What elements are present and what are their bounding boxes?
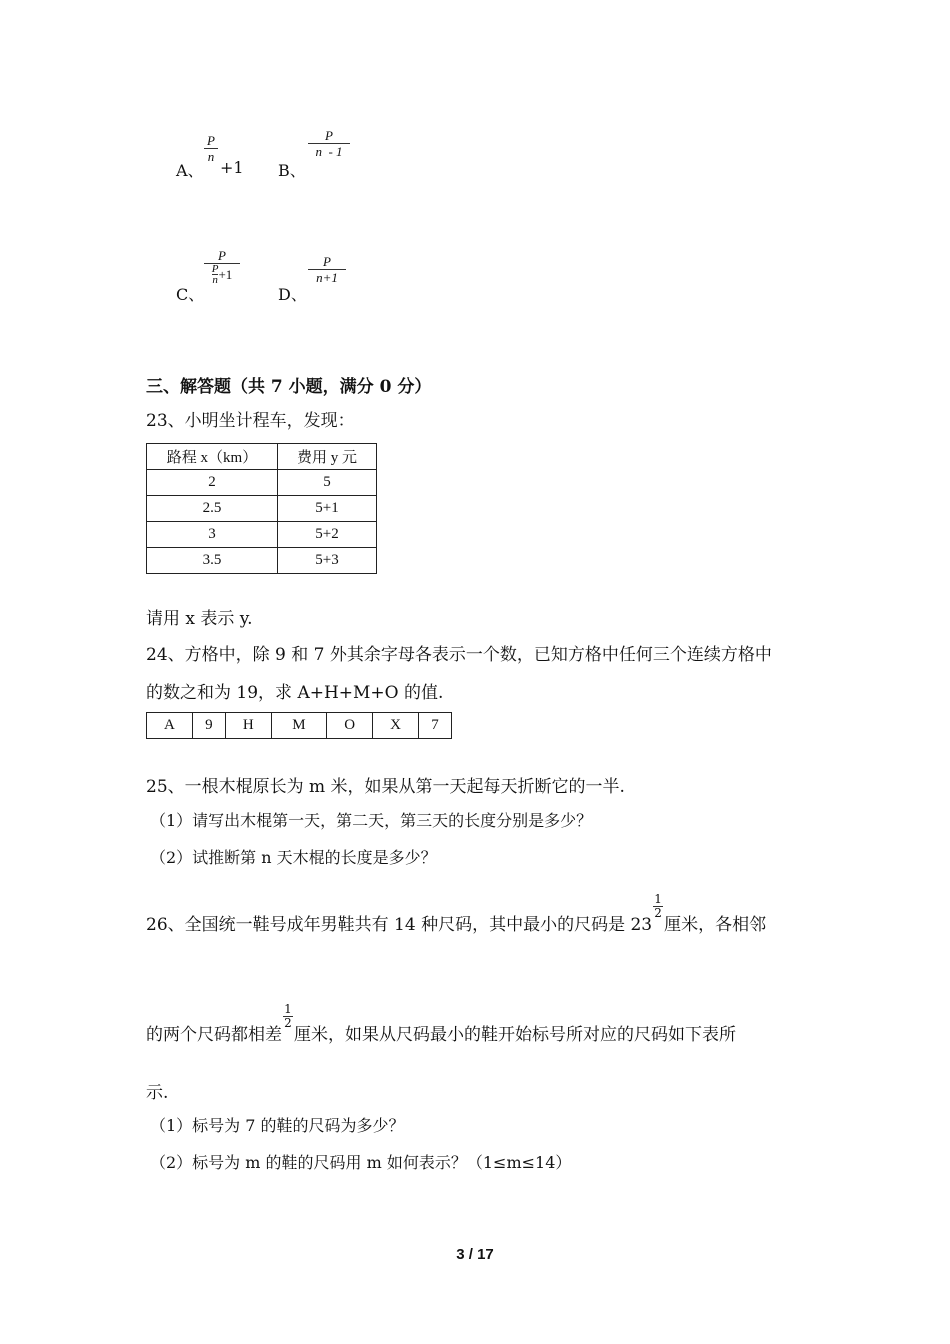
choice-a — [176, 130, 256, 180]
fraction-numerator: 1 — [284, 1002, 292, 1016]
choice-d-label: D、 — [278, 285, 307, 304]
choice-a-label: A、 — [176, 161, 204, 180]
q26-line1 — [146, 892, 767, 935]
choice-b-numerator: P — [325, 128, 333, 143]
table-header-row — [147, 444, 377, 470]
choice-c-denominator — [204, 264, 240, 285]
choice-b-denominator: n - 1 — [315, 144, 343, 159]
table-cell: 5+1 — [278, 496, 377, 522]
q26-fraction-half-2 — [282, 1002, 294, 1040]
q24-line1: 24、方格中，除 9 和 7 外其余字母各表示一个数，已知方格中任何三个连续方格中 — [146, 645, 772, 665]
table-header-distance: 路程 x（km） — [147, 444, 278, 470]
grid-cell: 9 — [192, 713, 225, 739]
table-cell: 3 — [147, 522, 278, 548]
fraction-denominator: 2 — [654, 906, 662, 920]
table-cell: 2.5 — [147, 496, 278, 522]
fraction-denominator: 2 — [284, 1016, 292, 1030]
page-number: 3 / 17 — [456, 1246, 494, 1263]
q25-text: 25、一根木棍原长为 m 米，如果从第一天起每天折断它的一半. — [146, 777, 625, 797]
choice-a-fraction — [204, 133, 218, 164]
choice-d-fraction — [308, 254, 346, 285]
grid-cell: O — [327, 713, 373, 739]
q26-sub1: （1）标号为 7 的鞋的尺码为多少？ — [150, 1116, 405, 1135]
table-row — [147, 522, 377, 548]
choice-c-label: C、 — [176, 285, 205, 304]
table-cell: 2 — [147, 470, 278, 496]
table-cell: 5+2 — [278, 522, 377, 548]
choice-b-fraction — [308, 128, 350, 159]
q26-line2-start: 的两个尺码都相差 — [146, 1025, 282, 1045]
choice-c — [176, 246, 256, 306]
table-row — [147, 496, 377, 522]
choice-d-denominator: n+1 — [316, 270, 338, 285]
choice-a-numerator: P — [207, 133, 215, 148]
choice-b-label: B、 — [278, 161, 306, 180]
q24-line2: 的数之和为 19，求 A+H+M+O 的值. — [146, 683, 444, 703]
choice-c-fraction — [204, 248, 240, 285]
fraction-numerator: 1 — [654, 892, 662, 906]
table-cell: 5+3 — [278, 548, 377, 574]
grid-cell: 7 — [418, 713, 451, 739]
q23-text: 23、小明坐计程车，发现： — [146, 411, 355, 431]
choice-d — [278, 250, 368, 306]
grid-row — [147, 713, 452, 739]
table-cell: 3.5 — [147, 548, 278, 574]
choice-a-suffix: +1 — [220, 158, 244, 177]
table-header-fee: 费用 y 元 — [278, 444, 377, 470]
q26-line3: 示. — [146, 1083, 169, 1103]
grid-cell: H — [225, 713, 271, 739]
q26-sub2: （2）标号为 m 的鞋的尺码用 m 如何表示？（1≤m≤14） — [150, 1153, 572, 1172]
q26-line2 — [146, 1002, 736, 1045]
q25-sub2: （2）试推断第 n 天木棍的长度是多少？ — [150, 848, 437, 867]
choice-b — [278, 126, 368, 180]
choice-c-den-suffix: +1 — [218, 267, 233, 282]
q26-line1-end: 厘米，各相邻 — [664, 915, 767, 935]
q23-ask: 请用 x 表示 y. — [146, 609, 253, 629]
choice-c-inner-numerator: P — [211, 263, 219, 275]
grid-cell: X — [373, 713, 419, 739]
grid-cell: A — [147, 713, 193, 739]
q25-sub1: （1）请写出木棍第一天，第二天，第三天的长度分别是多少？ — [150, 811, 593, 830]
choice-c-inner-denominator: n — [212, 274, 218, 286]
q26-line2-end: 厘米，如果从尺码最小的鞋开始标号所对应的尺码如下表所 — [294, 1025, 736, 1045]
table-row — [147, 470, 377, 496]
choice-d-numerator: P — [323, 254, 331, 269]
q26-fraction-half-1 — [652, 892, 664, 930]
choice-c-numerator: P — [218, 248, 226, 263]
table-cell: 5 — [278, 470, 377, 496]
q26-line1-start: 26、全国统一鞋号成年男鞋共有 14 种尺码，其中最小的尺码是 23 — [146, 915, 653, 935]
table-row — [147, 548, 377, 574]
q24-grid — [146, 712, 452, 739]
section-heading: 三、解答题（共 7 小题，满分 0 分） — [146, 377, 432, 397]
grid-cell: M — [271, 713, 327, 739]
choice-a-denominator: n — [207, 149, 215, 164]
q23-table — [146, 443, 377, 574]
